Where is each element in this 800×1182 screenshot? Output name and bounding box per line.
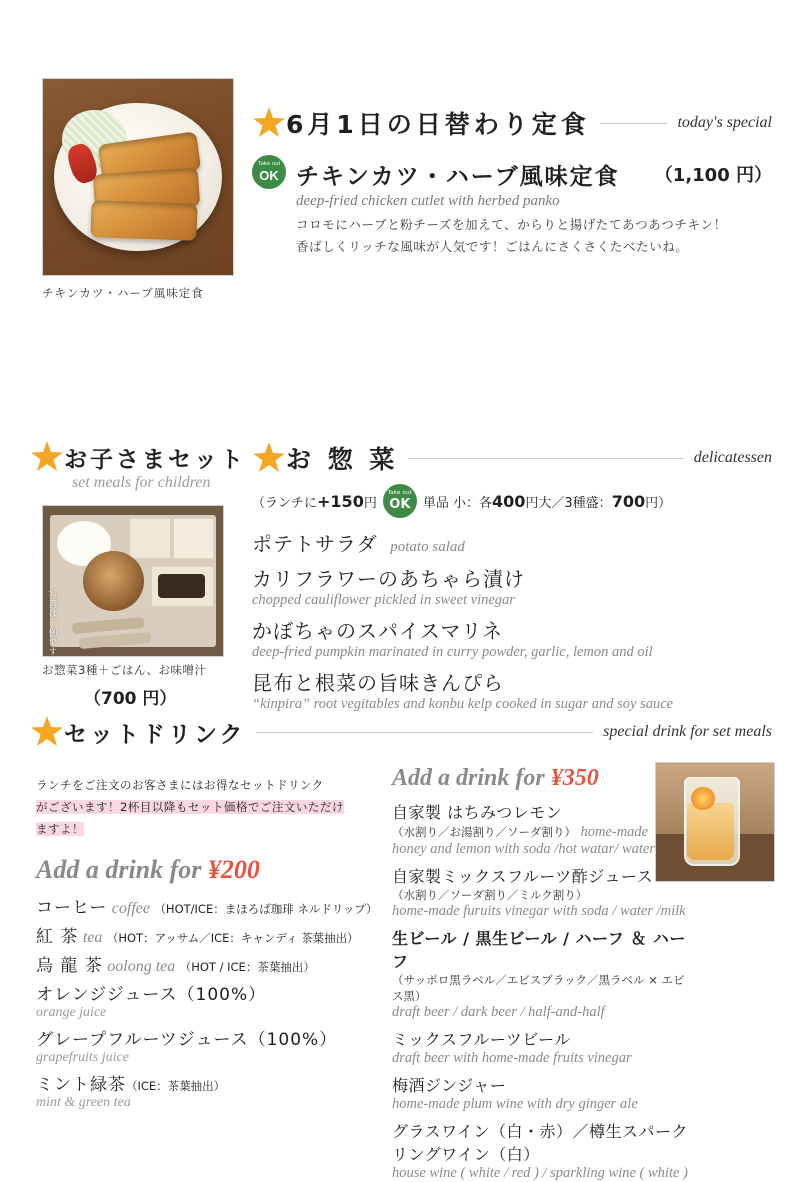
drink-name-en: mint & green tea: [36, 1094, 131, 1110]
kids-photo-caption: お惣菜3種＋ごはん、お味噌汁: [42, 663, 207, 677]
drink-note-en: home-made: [580, 824, 649, 840]
takeout-top-label: Take out: [257, 161, 281, 168]
deli-sub-yen2: 円: [525, 495, 539, 511]
add-drink-200-text: Add a drink for: [36, 854, 208, 884]
drink-note: （HOT/ICE：まほろば珈琲 ネルドリップ）: [154, 901, 378, 916]
special-item: [252, 155, 772, 191]
drinks-note-line3: ますよ！: [36, 821, 84, 836]
takeout-ok-icon: [252, 155, 286, 189]
deli-item-en: chopped cauliflower pickled in sweet vinegar: [252, 592, 515, 608]
drink-name-en: home-made plum wine with dry ginger ale: [392, 1096, 638, 1112]
special-en-label: today's special: [677, 114, 772, 131]
drink-name-en: grapefruits juice: [36, 1049, 129, 1065]
drink-item: [36, 1025, 391, 1066]
deli-sub-700: 700: [611, 491, 646, 511]
special-title: 6月1日の日替わり定食: [286, 110, 590, 139]
drink-name-en: draft beer with home-made fruits vinegar: [392, 1050, 632, 1066]
drink-item: [36, 980, 391, 1021]
takeout-top-label: Take out: [387, 490, 413, 497]
deli-pricing-line: [252, 484, 772, 518]
drink-name-jp: オレンジジュース（100%）: [36, 984, 267, 1005]
drink-name-jp: グレープフルーツジュース（100%）: [36, 1029, 338, 1050]
drink-name-jp: コーヒー: [36, 897, 108, 918]
add-drink-200-price: ¥200: [207, 854, 260, 884]
special-item-en: deep-fried chicken cutlet with herbed panko: [296, 193, 560, 209]
header-rule: [600, 123, 668, 124]
drink-note: （サッポロ黒ラベル／エビスブラック／黒ラベル × エビス黒）: [392, 973, 685, 1003]
special-desc-line2: 香ばしくリッチな風味が人気です！ごはんにさくさくたべたいね。: [296, 238, 689, 254]
drink-name-jp: ミックスフルーツビール: [392, 1030, 571, 1049]
deli-item: [252, 615, 772, 661]
drink-note: （ICE：茶葉抽出）: [126, 1078, 226, 1093]
drink-item: [392, 926, 692, 1021]
drinks-title: セットドリンク: [64, 721, 246, 748]
drink-item: [392, 1027, 692, 1067]
kids-title: お子さまセット: [64, 446, 246, 473]
deli-sub-yen3: 円）: [645, 495, 672, 511]
deli-item-jp: ポテトサラダ: [252, 532, 378, 556]
takeout-ok-icon: [383, 484, 417, 518]
add-drink-350-heading: [392, 765, 692, 792]
drink-item: [392, 1119, 692, 1182]
drinks-note-line2: がございます！2杯目以降もセット価格でご注文いただけ: [36, 799, 344, 814]
drink-item: [392, 864, 692, 920]
drink-item: [36, 922, 391, 947]
kids-header: [30, 440, 260, 474]
drink-photo: [655, 762, 775, 882]
kids-price: （700 円）: [84, 689, 177, 709]
header-rule: [256, 732, 594, 733]
drink-name-en: oolong tea: [107, 957, 176, 975]
deli-sub-large: 大／3種盛：: [538, 495, 612, 511]
kids-en-label: set meals for children: [72, 474, 211, 491]
drinks-en-label: special drink for set meals: [603, 723, 772, 740]
drink-note: （HOT：アッサム／ICE：キャンディ 茶葉抽出）: [106, 930, 359, 945]
takeout-ok-label: OK: [389, 496, 411, 512]
deli-item-jp: 昆布と根菜の旨味きんぴら: [252, 671, 504, 695]
drink-name-en: tea: [82, 928, 103, 946]
takeout-ok-label: OK: [259, 167, 279, 183]
drink-item: [36, 951, 391, 976]
deli-sub-yen: 円: [363, 495, 377, 511]
star-icon: [252, 106, 286, 140]
add-drink-350-price: ¥350: [550, 765, 599, 791]
special-desc-line1: コロモにハーブと粉チーズを加えて、からりと揚げたてあつあつチキン！: [296, 217, 727, 232]
star-icon: [30, 715, 64, 749]
drink-name-en: coffee: [111, 899, 150, 917]
drink-name-en: draft beer / dark beer / half-and-half: [392, 1004, 605, 1020]
drink-name-en: orange juice: [36, 1004, 107, 1020]
drink-name-jp: 紅 茶: [36, 926, 79, 947]
deli-item-en: “kinpira” root vegitables and konbu kelp cooked in sugar and soy sauce: [252, 696, 674, 712]
drink-note: （HOT / ICE：茶葉抽出）: [179, 959, 315, 974]
deli-title: お 惣 菜: [286, 445, 399, 474]
drinks-right-column: [392, 765, 692, 1182]
star-icon: [252, 441, 286, 475]
drink-name-jp: 自家製ミックスフルーツ酢ジュース: [392, 867, 654, 886]
drink-item: [36, 893, 391, 918]
special-item-name: チキンカツ・ハーブ風味定食: [296, 164, 620, 190]
kids-section: [30, 440, 260, 500]
drinks-left-column: [36, 775, 391, 1115]
header-rule: [408, 458, 683, 459]
drinks-note-line1: ランチをご注文のお客さまにはお得なセットドリンク: [36, 778, 324, 792]
drink-name-en: honey and lemon with soda /hot watar/ water: [392, 841, 656, 857]
deli-sub-pre: （ランチに: [252, 495, 318, 511]
drink-item: [36, 1070, 391, 1111]
special-item-price: （1,100 円）: [654, 165, 772, 186]
deli-item-jp: かぼちゃのスパイスマリネ: [252, 619, 503, 643]
drink-name-jp: ミント緑茶: [36, 1074, 126, 1095]
drink-note: （水割り／ソーダ割り／ミルク割り）: [392, 888, 588, 902]
special-header: [252, 105, 772, 141]
kids-photo: [42, 505, 224, 657]
drink-name-jp: 烏 龍 茶: [36, 955, 103, 976]
deli-sub-400: 400: [491, 491, 526, 511]
special-photo: [42, 78, 234, 276]
deli-en-label: delicatessen: [693, 449, 772, 466]
drink-item: [392, 1073, 692, 1113]
kids-photo-note: 写真は一例です: [47, 590, 57, 657]
deli-item-jp: カリフラワーのあちゃら漬け: [252, 567, 525, 591]
deli-item-en-inline: potato salad: [390, 539, 465, 555]
add-drink-350-text: Add a drink for: [392, 765, 551, 791]
deli-item: [252, 563, 772, 609]
deli-item: [252, 528, 772, 557]
special-photo-caption: チキンカツ・ハーブ風味定食: [42, 286, 204, 300]
deli-sub-plus: +150: [317, 491, 364, 511]
deli-header: [252, 440, 772, 476]
deli-section: [252, 440, 772, 713]
deli-item-en: deep-fried pumpkin marinated in curry powder, garlic, lemon and oil: [252, 644, 653, 660]
drink-name-jp: 生ビール / 黒生ビール / ハーフ ＆ ハーフ: [392, 929, 686, 971]
special-section: [252, 105, 772, 258]
drink-name-jp: グラスワイン（白・赤）／樽生スパークリングワイン（白）: [392, 1122, 689, 1164]
drink-name-en: home-made furuits vinegar with soda / water /milk: [392, 903, 686, 919]
drink-name-jp: 梅酒ジンジャー: [392, 1076, 507, 1095]
drinks-section: [30, 715, 772, 749]
add-drink-200-heading: [36, 855, 391, 885]
drinks-header: [30, 715, 772, 749]
star-icon: [30, 440, 64, 474]
drink-note: （水割り／お湯割り／ソーダ割り）: [392, 825, 576, 839]
deli-item: [252, 667, 772, 713]
deli-sub-unit: 単品 小：各: [422, 495, 492, 511]
drink-name-jp: 自家製 はちみつレモン: [392, 803, 563, 822]
drink-name-en: house wine ( white / red ) / sparkling wine ( white ): [392, 1165, 688, 1181]
drink-item: [392, 800, 692, 858]
